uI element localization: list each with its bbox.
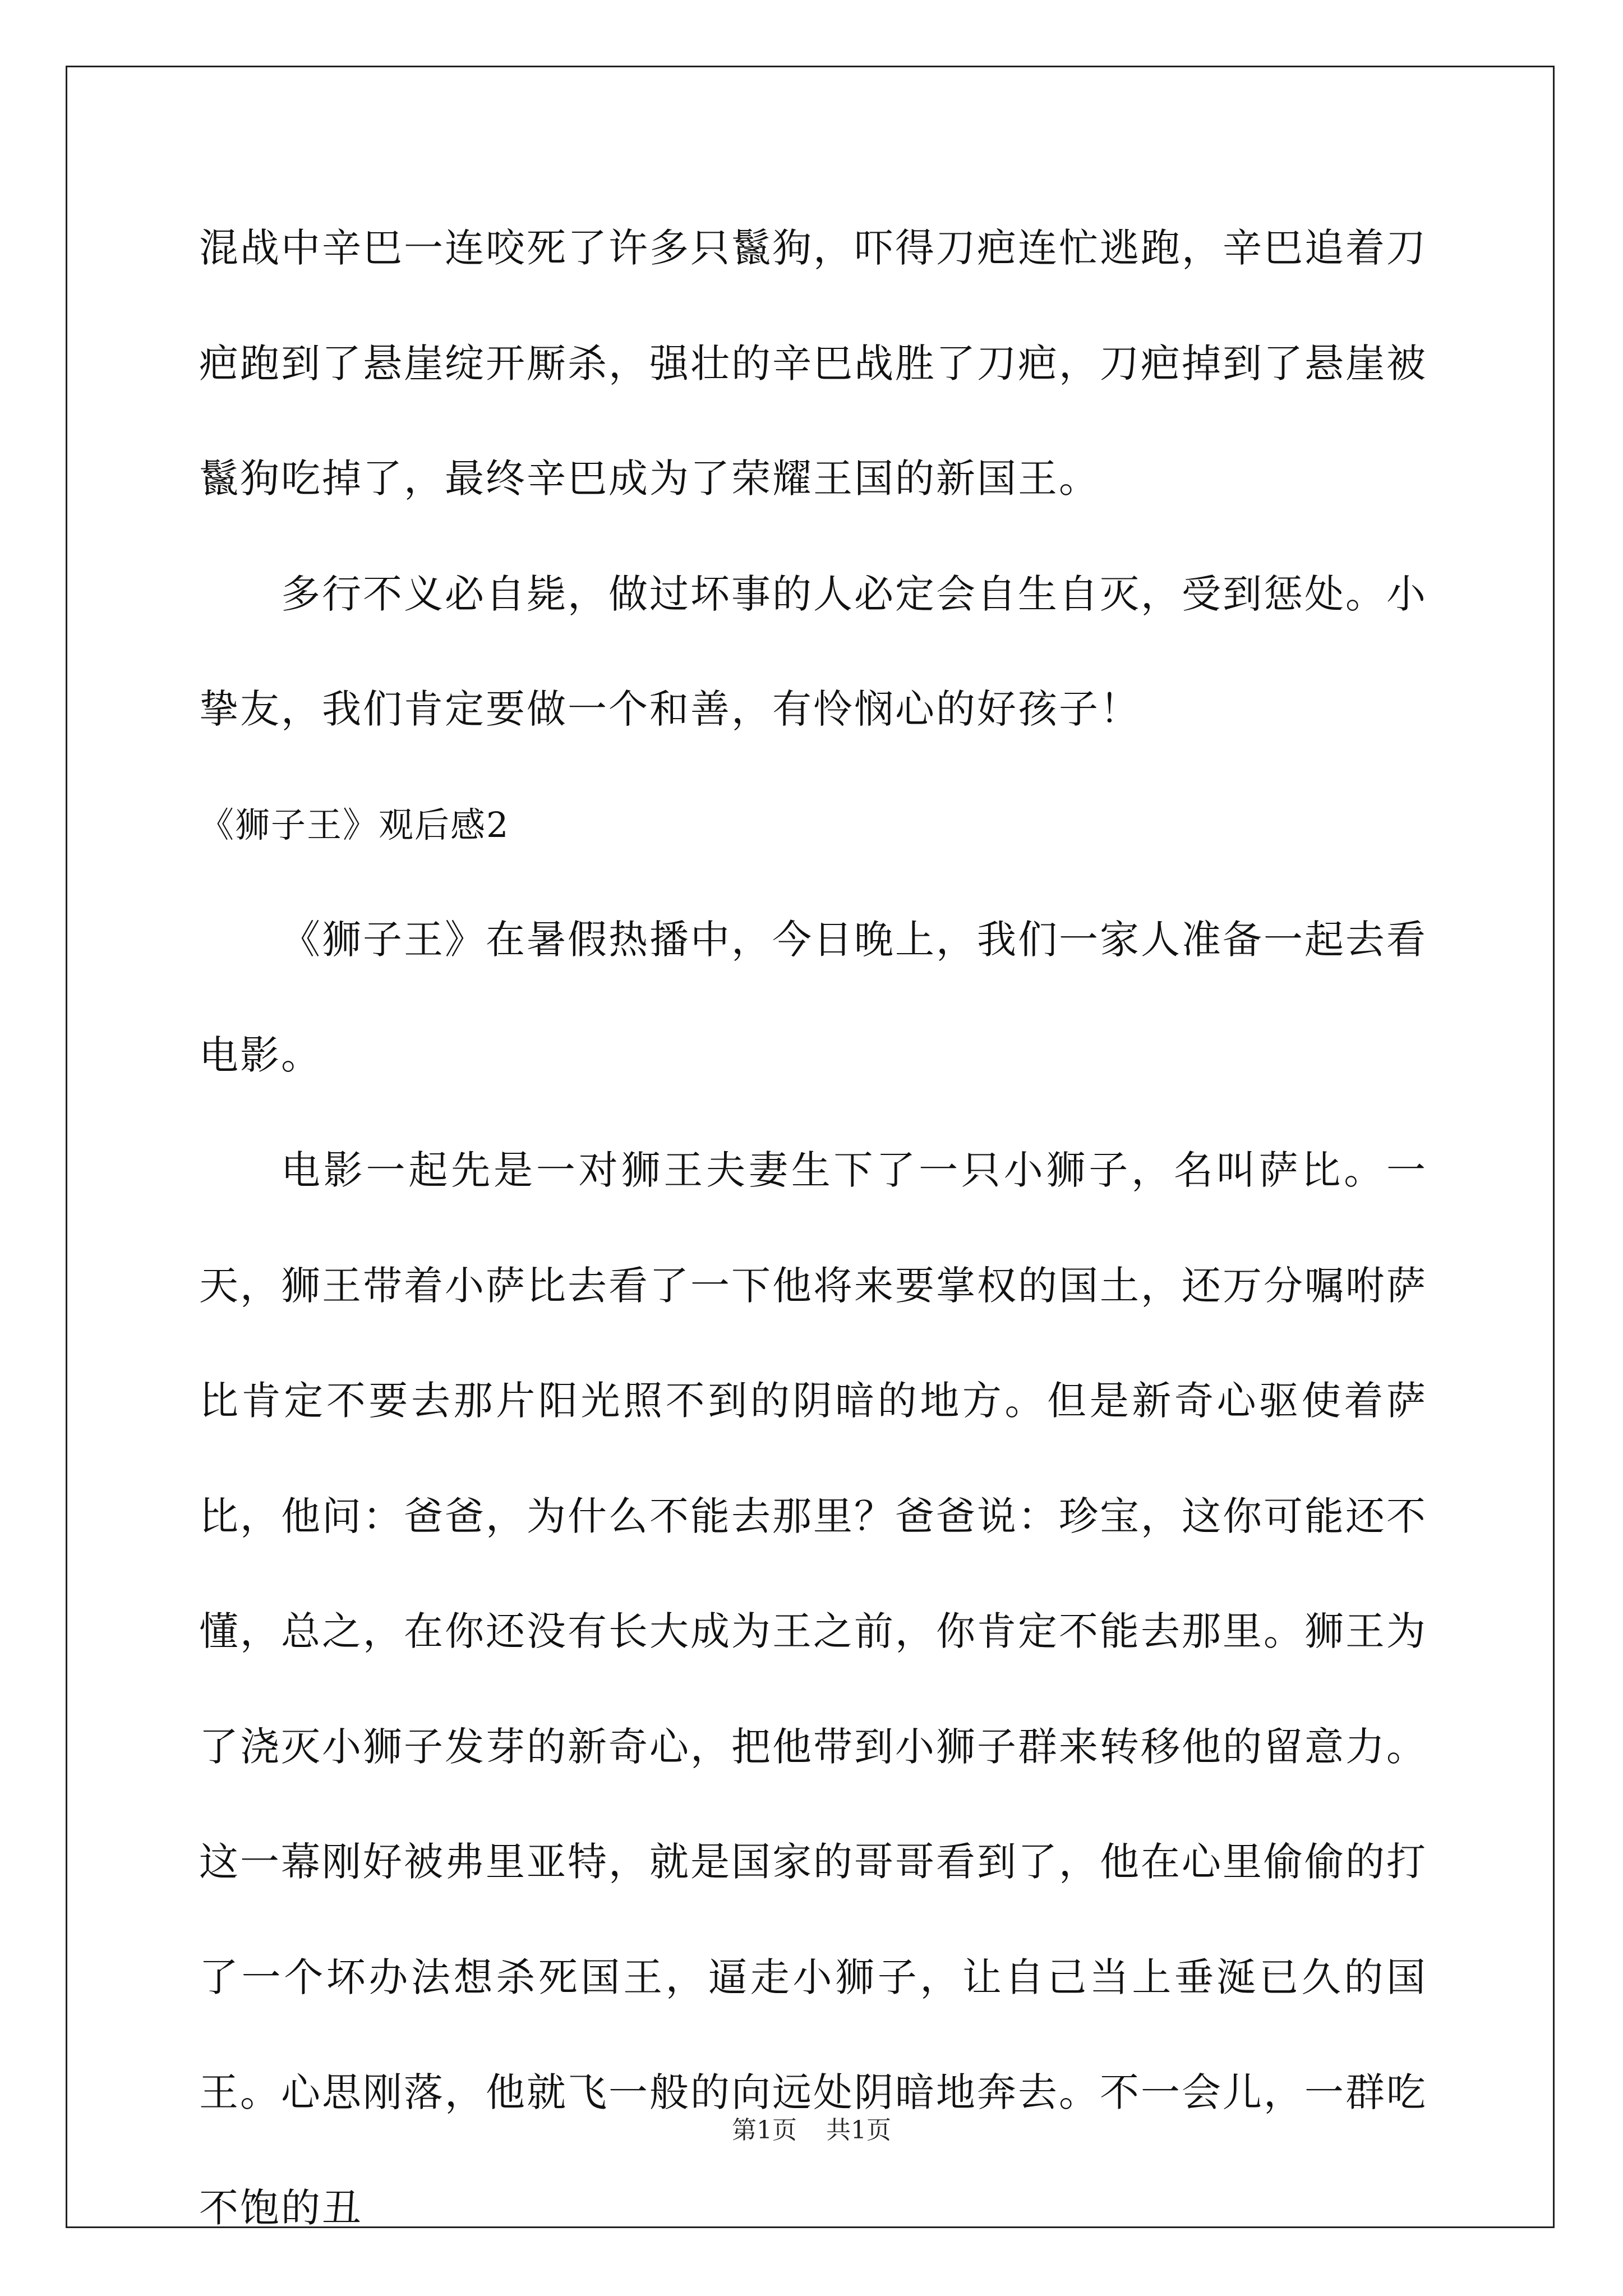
page-number: 第1页 bbox=[732, 2116, 797, 2145]
paragraph-3: 《狮子王》在暑假热播中，今日晚上，我们一家人准备一起去看电影。 bbox=[199, 917, 1427, 1078]
paragraph-2: 多行不义必自毙，做过坏事的人必定会自生自灭，受到惩处。小挚友，我们肯定要做一个和善，有怜悯心的好孩子！ bbox=[199, 570, 1427, 732]
page-footer bbox=[0, 2114, 1623, 2147]
section-heading: 《狮子王》观后感2 bbox=[199, 804, 510, 845]
page-total: 共1页 bbox=[826, 2116, 891, 2145]
paragraph-4: 电影一起先是一对狮王夫妻生下了一只小狮子，名叫萨比。一天，狮王带着小萨比去看了一下他将来要掌权的国土，还万分嘱咐萨比肯定不要去那片阳光照不到的阴暗的地方。但是新奇心驱使着萨比，他问：爸爸，为什么不能去那里？爸爸说：珍宝，这你可能还不懂，总之，在你还没有长大成为王之前，你肯定不能去那里。狮王为了浇灭小狮子发芽的新奇心，把他带到小狮子群来转移他的留意力。这一幕刚好被弗里亚特，就是国家的哥哥看到了，他在心里偷偷的打了一个坏办法想杀死国王，逼走小狮子，让自己当上垂涎已久的国王。心思刚落，他就飞一般的向远处阴暗地奔去。不一会儿，一群吃不饱的丑 bbox=[199, 1147, 1427, 2231]
paragraph-1: 混战中辛巴一连咬死了许多只鬣狗，吓得刀疤连忙逃跑，辛巴追着刀疤跑到了悬崖绽开厮杀，强壮的辛巴战胜了刀疤，刀疤掉到了悬崖被鬣狗吃掉了，最终辛巴成为了荣耀王国的新国王。 bbox=[199, 225, 1427, 501]
